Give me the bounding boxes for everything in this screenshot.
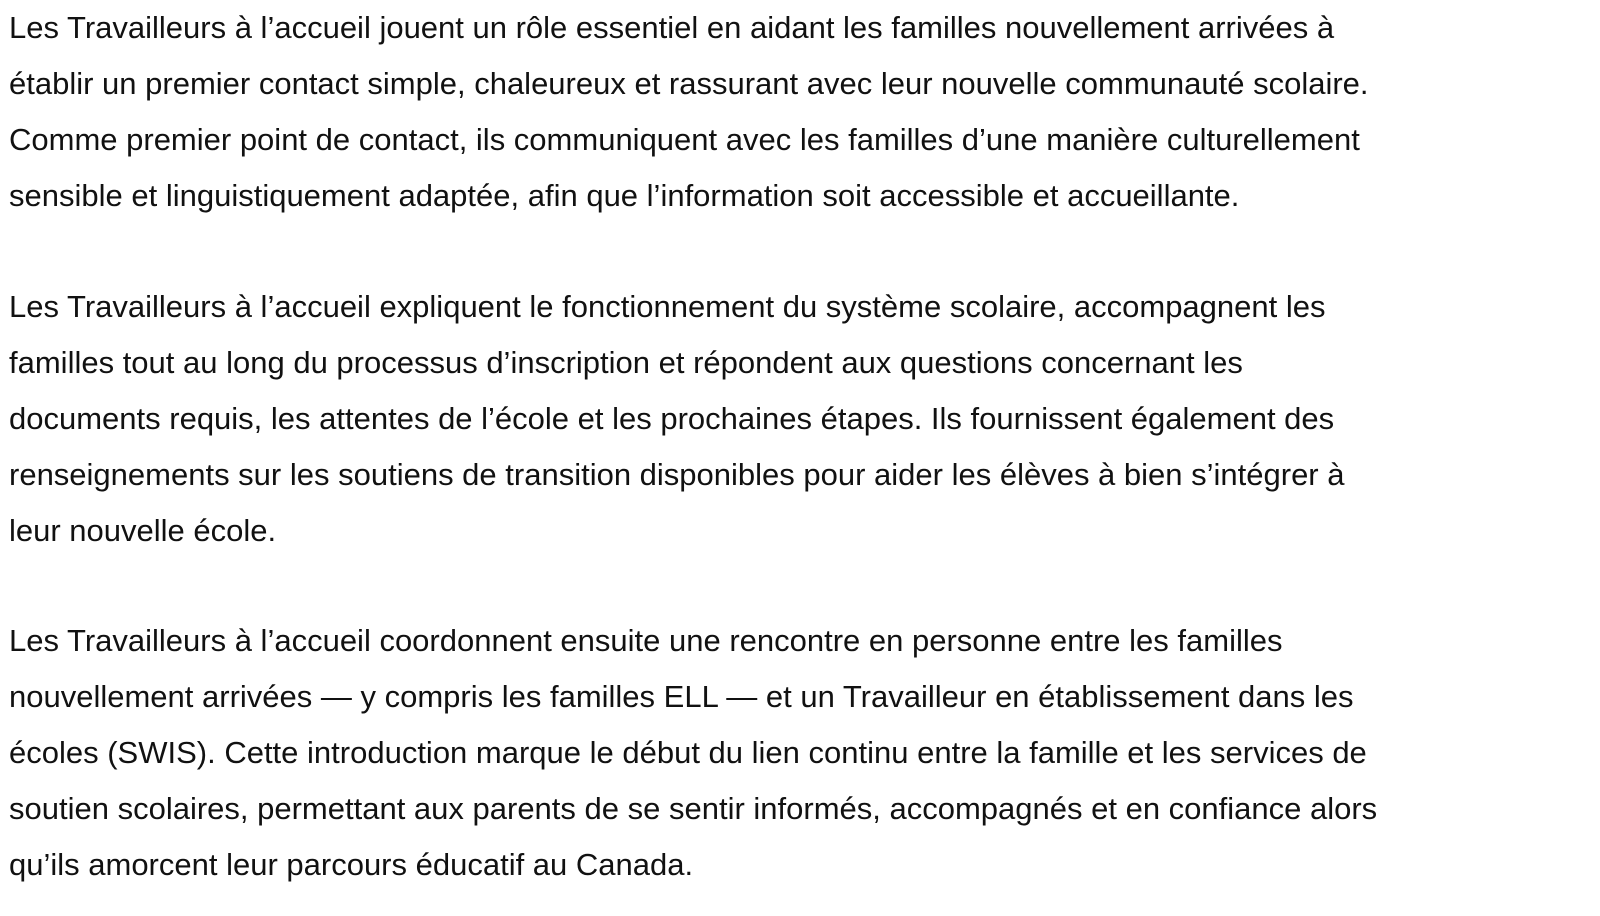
paragraph-line: soutien scolaires, permettant aux parents de se sentir informés, accompagnés et en confiance alors [9,791,1378,826]
paragraph-line: Les Travailleurs à l’accueil coordonnent ensuite une rencontre en personne entre les familles [9,623,1283,658]
paragraph-line: Comme premier point de contact, ils communiquent avec les familles d’une manière culturellement [9,122,1360,157]
paragraph-line: leur nouvelle école. [9,513,277,548]
paragraph-line: nouvellement arrivées — y compris les familles ELL — et un Travailleur en établissement dans les [9,679,1354,714]
paragraph-intro [9,0,1599,224]
paragraph-line: Les Travailleurs à l’accueil expliquent le fonctionnement du système scolaire, accompagnent les [9,289,1326,324]
paragraph-school-system [9,279,1599,559]
paragraph-line: familles tout au long du processus d’inscription et répondent aux questions concernant les [9,345,1243,380]
paragraph-line: Les Travailleurs à l’accueil jouent un rôle essentiel en aidant les familles nouvellement arrivées à [9,10,1335,45]
paragraph-swis-meeting [9,613,1599,893]
paragraph-line: sensible et linguistiquement adaptée, afin que l’information soit accessible et accueillante. [9,178,1240,213]
paragraph-line: établir un premier contact simple, chaleureux et rassurant avec leur nouvelle communauté scolaire. [9,66,1369,101]
paragraph-line: renseignements sur les soutiens de transition disponibles pour aider les élèves à bien s’intégrer à [9,457,1345,492]
paragraph-line: écoles (SWIS). Cette introduction marque le début du lien continu entre la famille et les services de [9,735,1367,770]
paragraph-line: documents requis, les attentes de l’école et les prochaines étapes. Ils fournissent également des [9,401,1335,436]
paragraph-line: qu’ils amorcent leur parcours éducatif au Canada. [9,847,694,882]
